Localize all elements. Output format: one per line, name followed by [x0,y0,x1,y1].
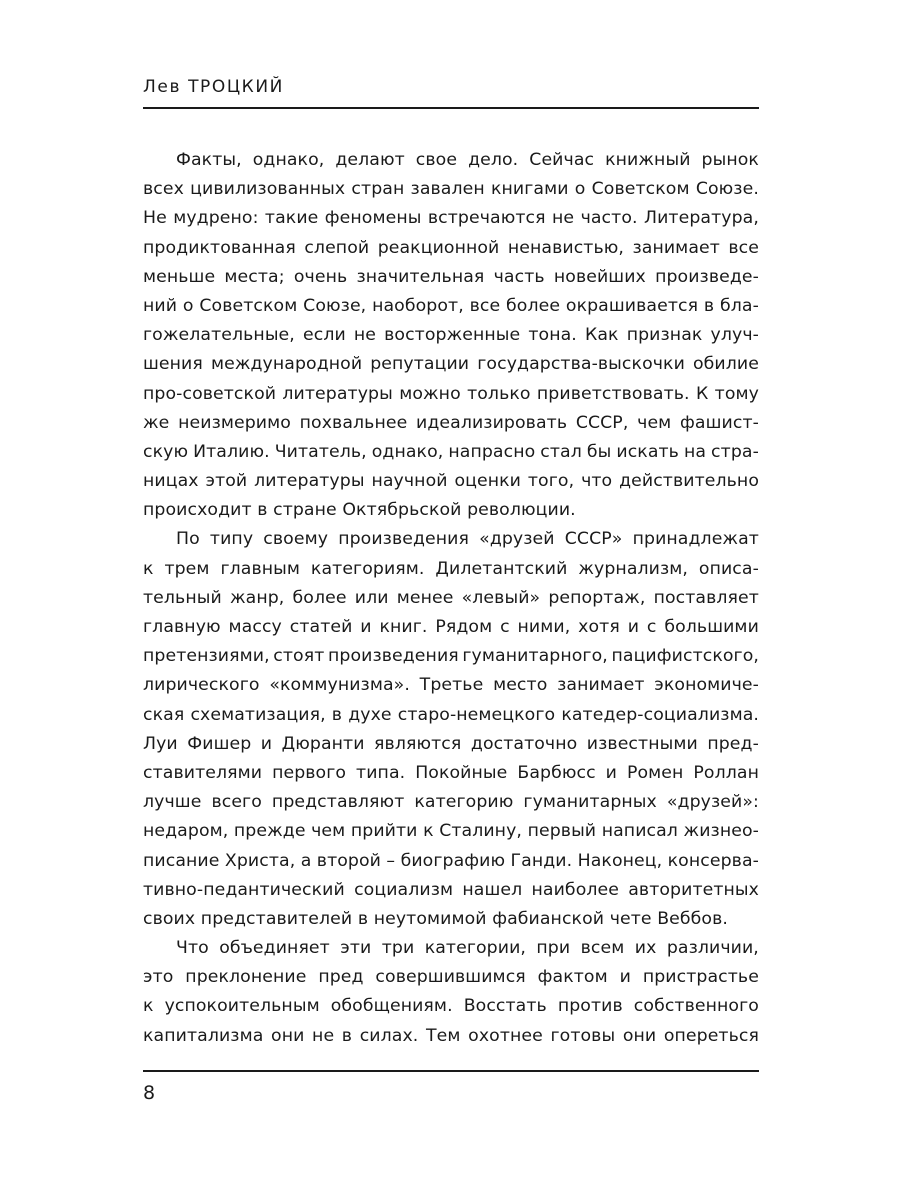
text-line: капитализма они не в силах. Тем охотнее готовы они опереться [143,1025,759,1046]
text-line: это преклонение пред совершившимся фактом и пристрастье [143,967,759,988]
page-number: 8 [143,1082,156,1104]
book-page [143,0,759,1200]
body-text [143,146,759,1051]
text-line: происходит в стране Октябрьской революции. [143,500,576,521]
text-line: к успокоительным обобщениям. Восстать против собственного [143,996,759,1017]
text-line: тельный жанр, более или менее «левый» репортаж, поставляет [143,587,759,608]
text-line: претензиями, стоят произведения гуманитарного, пацифистского, [143,646,759,667]
text-line: тивно-педантический социализм нашел наиболее авторитетных [143,879,759,900]
text-line: своих представителей в неутомимой фабианской чете Веббов. [143,908,728,929]
text-line: же неизмеримо похвальнее идеализировать СССР, чем фашист- [143,412,759,433]
text-line: Не мудрено: такие феномены встречаются не часто. Литература, [143,208,759,229]
text-line: главную массу статей и книг. Рядом с ними, хотя и с большими [143,617,759,637]
text-line: про-советской литературы можно только приветствовать. К тому [143,383,759,404]
text-line: шения международной репутации государства-выскочки обилие [143,354,759,375]
text-line: скую Италию. Читатель, однако, напрасно стал бы искать на стра- [143,441,759,462]
paragraph [143,146,759,525]
text-line: меньше места; очень значительная часть новейших произведе- [143,266,759,287]
text-line: писание Христа, а второй – биографию Ганди. Наконец, консерва- [143,850,759,871]
text-line: всех цивилизованных стран завален книгами о Советском Союзе. [143,179,759,200]
text-line: ская схематизация, в духе старо-немецкого катедер-социализма. [143,704,759,725]
running-head: Лев ТРОЦКИЙ [143,77,284,97]
text-line: продиктованная слепой реакционной ненавистью, занимает все [143,237,759,258]
text-line: к трем главным категориям. Дилетантский журнализм, описа- [143,558,759,579]
text-line: ний о Советском Союзе, наоборот, все более окрашивается в бла- [143,295,759,316]
text-line: Луи Фишер и Дюранти являются достаточно известными пред- [143,733,759,754]
text-line: Что объединяет эти три категории, при всем их различии, [176,938,759,959]
text-line: Факты, однако, делают свое дело. Сейчас книжный рынок [176,150,759,170]
header-rule [143,107,759,109]
text-line: гожелательные, если не восторженные тона. Как признак улуч- [143,325,759,346]
footer-rule [143,1070,759,1072]
text-line: ницах этой литературы научной оценки того, что действительно [143,471,759,492]
text-line: лучше всего представляют категорию гуманитарных «друзей»: [143,792,759,813]
text-line: недаром, прежде чем прийти к Сталину, первый написал жизнео- [143,821,759,842]
text-line: лирического «коммунизма». Третье место занимает экономиче- [143,675,759,696]
paragraph [143,934,759,1051]
text-line: ставителями первого типа. Покойные Барбюсс и Ромен Роллан [143,762,759,783]
paragraph [143,525,759,934]
text-line: По типу своему произведения «друзей СССР» принадлежат [176,529,759,550]
